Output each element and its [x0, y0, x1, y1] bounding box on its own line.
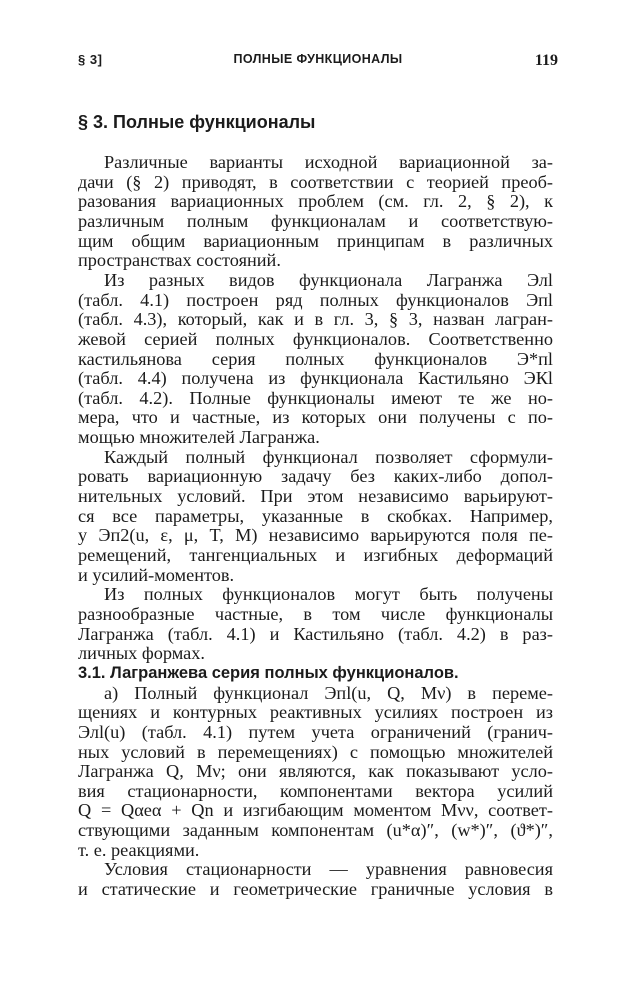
- text-line: (табл. 4.1) построен ряд полных функционалов Эпl: [78, 289, 553, 310]
- text-line: а) Полный функционал Эпl(u, Q, Mν) в переме-: [104, 682, 553, 703]
- text-line: ся все параметры, указанные в скобках. Например,: [78, 505, 553, 526]
- text-line: Условия стационарности — уравнения равновесия: [104, 859, 553, 880]
- running-header-section: § 3]: [78, 52, 103, 67]
- text-line: ровать вариационную задачу без каких-либо допол-: [78, 466, 553, 487]
- text-line: щениях и контурных реактивных усилиях построен из: [78, 702, 553, 723]
- text-line: Элl(u) (табл. 4.1) путем учета ограничений (гранич-: [78, 721, 553, 742]
- text-line: (табл. 4.3), который, как и в гл. 3, § 3, назван лагран-: [78, 309, 553, 330]
- text-line: различным полным функционалам и соответствую-: [78, 210, 553, 231]
- text-line: Из разных видов функционала Лагранжа Элl: [104, 269, 553, 290]
- text-line: Q = Qαeα + Qn и изгибающим моментом Mνν, соответ-: [78, 800, 553, 821]
- text-line: Лагранжа (табл. 4.1) и Кастильяно (табл. 4.2) в раз-: [78, 623, 553, 644]
- text-line: ствующими заданным компонентам (u*α)″, (w*)″, (ϑ*)″,: [78, 820, 553, 841]
- subsection-heading: 3.1. Лагранжева серия полных функционалов.: [78, 663, 459, 682]
- text-line: Из полных функционалов могут быть получены: [104, 584, 553, 605]
- text-line: Лагранжа Q, Mν; они являются, как показывают усло-: [78, 761, 553, 782]
- text-line: кастильянова серия полных функционалов Э*пl: [78, 348, 553, 369]
- page-number: 119: [534, 52, 558, 69]
- text-line: пространствах состояний.: [78, 250, 281, 271]
- text-line: нительных условий. При этом независимо варьируют-: [78, 486, 553, 507]
- text-line: и усилий-моментов.: [78, 564, 235, 585]
- running-header-title: ПОЛНЫЕ ФУНКЦИОНАЛЫ: [233, 52, 403, 66]
- text-line: щим общим вариационным принципам в различных: [78, 230, 553, 251]
- text-line: (табл. 4.2). Полные функционалы имеют те же но-: [78, 387, 553, 408]
- text-line: ных условий в перемещениях) с помощью множителей: [78, 741, 553, 762]
- text-line: жевой серией полных функционалов. Соответственно: [78, 328, 553, 349]
- text-line: у Эп2(u, ε, μ, T, M) независимо варьируются поля пе-: [78, 525, 553, 546]
- text-line: мощью множителей Лагранжа.: [78, 427, 320, 448]
- text-line: Различные варианты исходной вариационной за-: [104, 152, 553, 172]
- text-line: разнообразные частные, в том числе функционалы: [78, 603, 553, 624]
- text-line: разования вариационных проблем (см. гл. 2, § 2), к: [78, 191, 553, 212]
- text-line: т. е. реакциями.: [78, 839, 200, 860]
- text-line: мера, что и частные, из которых они получены с по-: [78, 407, 553, 428]
- text-line: ремещений, тангенциальных и изгибных деформаций: [78, 545, 553, 565]
- section-title: § 3. Полные функционалы: [78, 112, 316, 132]
- text-line: дачи (§ 2) приводят, в соответствии с теорией преоб-: [78, 171, 553, 192]
- text-line: вия стационарности, компонентами вектора усилий: [78, 780, 553, 801]
- text-line: личных формах.: [78, 643, 205, 664]
- text-line: (табл. 4.4) получена из функционала Кастильяно ЭКl: [78, 368, 553, 389]
- text-line: Каждый полный функционал позволяет сформули-: [104, 446, 553, 467]
- text-line: и статические и геометрические граничные условия в: [78, 879, 553, 900]
